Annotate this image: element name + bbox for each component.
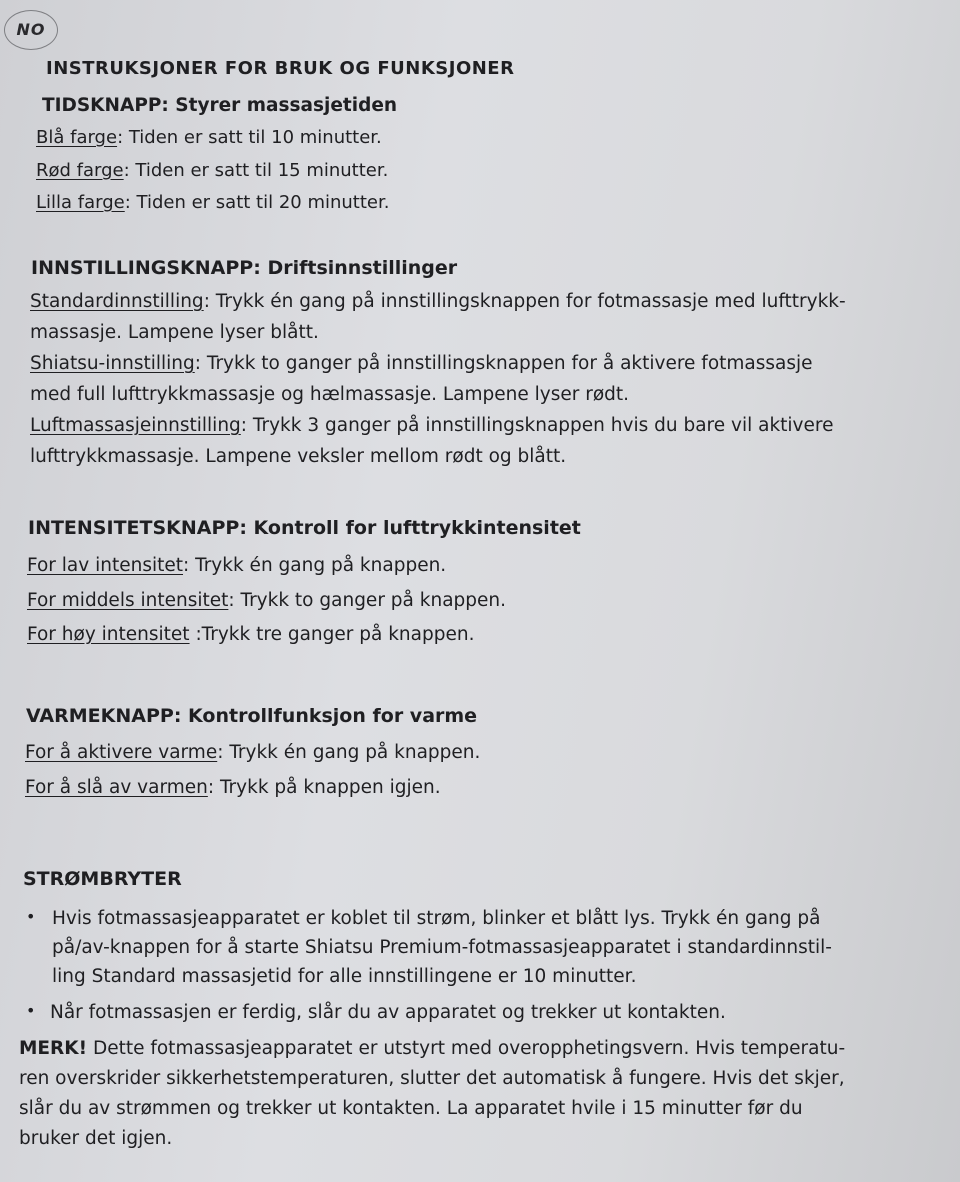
bullet-icon: • [26, 907, 36, 926]
settings-item-shiatsu [30, 348, 813, 410]
time-item-red [36, 160, 388, 182]
intensity-item-text: : Trykk én gang på knappen. [183, 555, 447, 576]
time-item-text: : Tiden er satt til 15 minutter. [123, 160, 389, 181]
time-item-label: Lilla farge [36, 192, 125, 213]
note-label: MERK! [19, 1038, 88, 1059]
warning-note [19, 1034, 845, 1154]
time-item-text: : Tiden er satt til 20 minutter. [124, 192, 390, 213]
time-item-label: Blå farge [36, 127, 118, 148]
time-item-blue [36, 127, 382, 149]
settings-item-line: : Trykk én gang på innstillingsknappen for fotmassasje med lufttrykk- [203, 291, 846, 312]
settings-item-line: med full lufttrykkmassasje og hælmassasje. Lampene lyser rødt. [30, 384, 630, 405]
settings-item-label: Standardinnstilling [30, 291, 204, 312]
heat-item-label: For å slå av varmen [25, 777, 208, 798]
intensity-item-label: For middels intensitet [27, 590, 229, 611]
settings-item-line: lufttrykkmassasje. Lampene veksler mellom rødt og blått. [30, 446, 567, 467]
settings-item-line: : Trykk 3 ganger på innstillingsknappen hvis du bare vil aktivere [240, 415, 834, 436]
page-title: INSTRUKSJONER FOR BRUK OG FUNKSJONER [46, 58, 515, 79]
intensity-button-heading: INTENSITETSKNAPP: Kontroll for lufttrykkintensitet [28, 517, 581, 539]
intensity-item-label: For lav intensitet [27, 555, 183, 576]
settings-item-line: massasje. Lampene lyser blått. [30, 322, 319, 343]
time-item-text: : Tiden er satt til 10 minutter. [117, 127, 382, 148]
time-item-label: Rød farge [36, 160, 124, 181]
intensity-item-high [27, 624, 474, 646]
list-item-line: på/av-knappen for å starte Shiatsu Premium-fotmassasjeapparatet i standardinnstil- [52, 937, 832, 958]
list-item [52, 904, 832, 991]
intensity-item-text: :Trykk tre ganger på knappen. [189, 624, 475, 645]
settings-button-heading: INNSTILLINGSKNAPP: Driftsinnstillinger [31, 257, 458, 279]
list-item-line: Når fotmassasjen er ferdig, slår du av apparatet og trekker ut kontakten. [50, 1002, 726, 1023]
settings-item-line: : Trykk to ganger på innstillingsknappen for å aktivere fotmassasje [194, 353, 813, 374]
time-item-purple [36, 192, 389, 214]
heat-item-off [25, 777, 441, 799]
note-line: Dette fotmassasjeapparatet er utstyrt med overopphetingsvern. Hvis temperatu- [87, 1038, 846, 1059]
settings-item-label: Shiatsu-innstilling [30, 353, 195, 374]
intensity-item-text: : Trykk to ganger på knappen. [228, 590, 507, 611]
heat-item-on [25, 742, 480, 764]
bullet-icon: • [26, 1001, 36, 1020]
intensity-item-medium [27, 590, 506, 612]
list-item [50, 998, 726, 1027]
note-line: bruker det igjen. [19, 1128, 173, 1149]
settings-item-label: Luftmassasjeinnstilling [30, 415, 241, 436]
language-badge: NO [4, 10, 58, 50]
power-switch-heading: STRØMBRYTER [23, 868, 182, 890]
heat-item-text: : Trykk én gang på knappen. [217, 742, 481, 763]
settings-item-standard [30, 286, 846, 348]
intensity-item-low [27, 555, 446, 577]
heat-item-label: For å aktivere varme [25, 742, 218, 763]
list-item-line: Hvis fotmassasjeapparatet er koblet til strøm, blinker et blått lys. Trykk én gang på [52, 908, 821, 929]
note-line: ren overskrider sikkerhetstemperaturen, slutter det automatisk å fungere. Hvis det skjer, [19, 1068, 845, 1089]
time-button-heading: TIDSKNAPP: Styrer massasjetiden [42, 95, 398, 116]
intensity-item-label: For høy intensitet [27, 624, 190, 645]
heat-item-text: : Trykk på knappen igjen. [207, 777, 441, 798]
note-line: slår du av strømmen og trekker ut kontakten. La apparatet hvile i 15 minutter før du [19, 1098, 803, 1119]
settings-item-air [30, 410, 833, 472]
heat-button-heading: VARMEKNAPP: Kontrollfunksjon for varme [26, 705, 478, 727]
list-item-line: ling Standard massasjetid for alle innstillingene er 10 minutter. [52, 966, 637, 987]
